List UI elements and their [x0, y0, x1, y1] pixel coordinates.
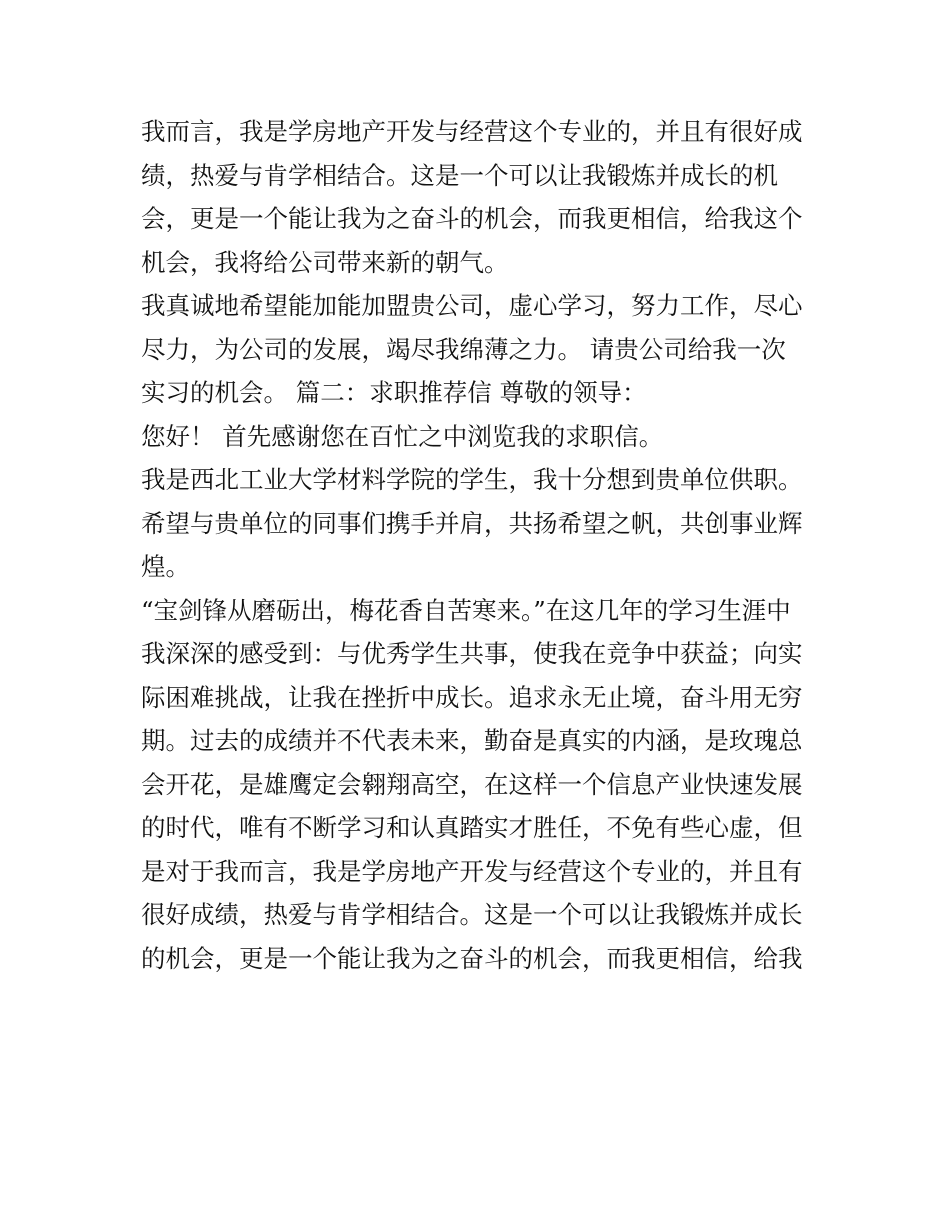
- text-line: 我是西北工业大学材料学院的学生，我十分想到贵单位供职。: [141, 465, 803, 494]
- text-line: 机会，我将给公司带来新的朝气。: [141, 247, 509, 277]
- text-line: “宝剑锋从磨砺出，梅花香自苦寒来。”在这几年的学习生涯中: [141, 595, 791, 625]
- text-line: 我而言，我是学房地产开发与经营这个专业的，并且有很好成: [141, 117, 803, 146]
- text-line: 我真诚地希望能加能加盟贵公司，虚心学习，努力工作，尽心: [141, 291, 803, 320]
- text-line: 实习的机会。 篇二：求职推荐信 尊敬的领导：: [141, 378, 647, 407]
- text-line: 会，更是一个能让我为之奋斗的机会，而我更相信，给我这个: [141, 204, 803, 233]
- text-line: 的机会，更是一个能让我为之奋斗的机会，而我更相信，给我: [141, 943, 803, 973]
- text-line: 期。过去的成绩并不代表未来，勤奋是真实的内涵，是玫瑰总: [141, 726, 803, 755]
- text-line: 您好！ 首先感谢您在百忙之中浏览我的求职信。: [141, 421, 664, 451]
- text-line: 尽力，为公司的发展，竭尽我绵薄之力。 请贵公司给我一次: [141, 334, 786, 364]
- text-line: 绩，热爱与肯学相结合。这是一个可以让我锻炼并成长的机: [141, 160, 778, 190]
- text-line: 的时代，唯有不断学习和认真踏实才胜任，不免有些心虚，但: [141, 813, 803, 842]
- text-line: 希望与贵单位的同事们携手并肩，共扬希望之帆，共创事业辉: [141, 508, 803, 538]
- text-line: 是对于我而言，我是学房地产开发与经营这个专业的，并且有: [141, 856, 803, 886]
- text-line: 我深深的感受到：与优秀学生共事，使我在竞争中获益；向实: [141, 639, 803, 668]
- text-line: 煌。: [141, 552, 190, 581]
- text-line: 很好成绩，热爱与肯学相结合。这是一个可以让我锻炼并成长: [141, 900, 803, 929]
- text-line: 际困难挑战，让我在挫折中成长。追求永无止境，奋斗用无穷: [141, 682, 803, 712]
- text-line: 会开花，是雄鹰定会翱翔高空，在这样一个信息产业快速发展: [141, 769, 803, 799]
- body-text: [141, 110, 821, 980]
